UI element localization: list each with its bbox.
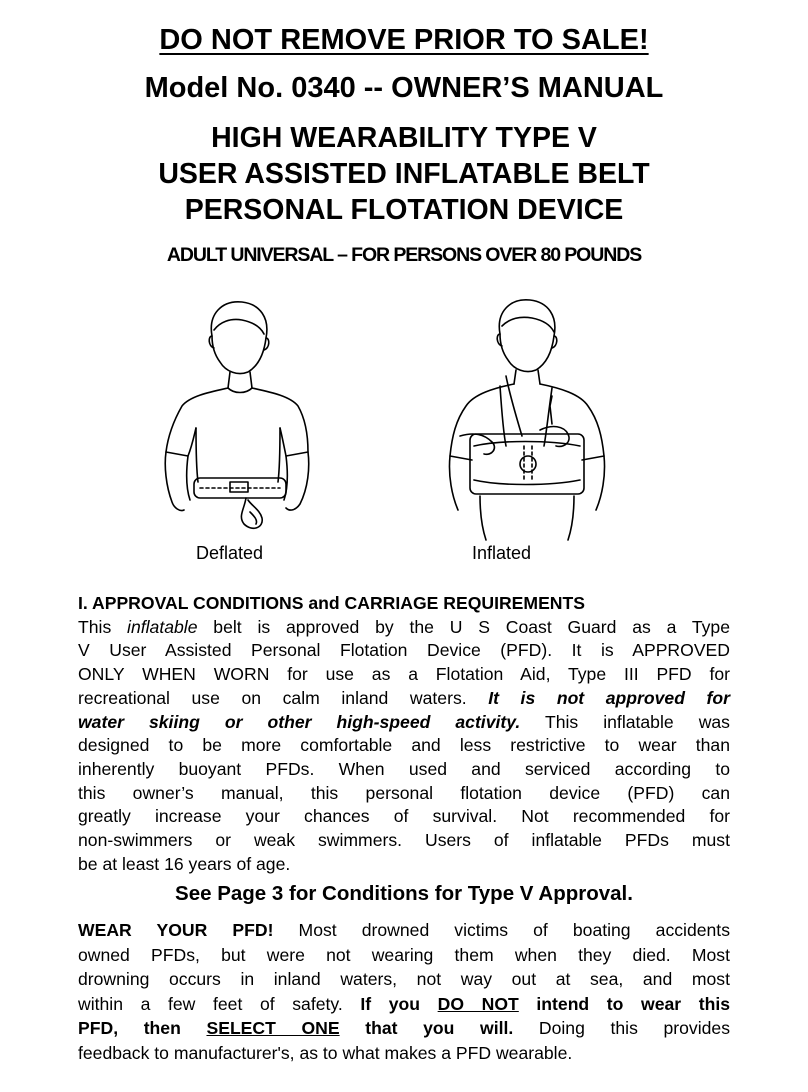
document-title	[0, 120, 808, 228]
paragraph-line: greatly increase your chances of survival. Not recommended for	[78, 806, 730, 827]
approval-section	[78, 592, 730, 876]
paragraph-line: non-swimmers or weak swimmers. Users of inflatable PFDs must	[78, 830, 730, 851]
paragraph-line: inherently buoyant PFDs. When used and serviced according to	[78, 758, 730, 779]
paragraph-line: feedback to manufacturer's, as to what makes a PFD wearable.	[78, 1042, 573, 1063]
paragraph-line: ONLY WHEN WORN for use as a Flotation Aid, Type III PFD for	[78, 664, 730, 685]
paragraph-line: this owner’s manual, this personal flotation device (PFD) can	[78, 782, 730, 803]
inflated-figure	[440, 296, 615, 546]
see-page-note: See Page 3 for Conditions for Type V Approval.	[175, 882, 633, 905]
model-heading: Model No. 0340 -- OWNER’S MANUAL	[144, 72, 664, 104]
deflated-figure	[160, 296, 310, 546]
paragraph-line: be at least 16 years of age.	[78, 853, 291, 874]
paragraph-line: designed to be more comfortable and less restrictive to wear than	[78, 735, 730, 756]
paragraph-line: recreational use on calm inland waters. It is not approved for	[78, 687, 730, 708]
paragraph-line: within a few feet of safety. If you DO NOT intend to wear this	[78, 993, 731, 1014]
paragraph-line: WEAR YOUR PFD! Most drowned victims of boating accidents	[78, 920, 730, 940]
paragraph-line: V User Assisted Personal Flotation Device (PFD). It is APPROVED	[78, 640, 730, 661]
title-line-1: HIGH WEARABILITY TYPE V	[211, 122, 597, 154]
subtitle: ADULT UNIVERSAL – FOR PERSONS OVER 80 POUNDS	[166, 244, 642, 266]
paragraph-line: drowning occurs in inland waters, not way out at sea, and most	[78, 969, 730, 990]
wear-section	[78, 918, 730, 1066]
inflated-caption: Inflated	[472, 543, 532, 563]
title-line-2: USER ASSISTED INFLATABLE BELT	[158, 158, 650, 190]
paragraph-line: owned PFDs, but were not wearing them when they died. Most	[78, 944, 730, 965]
paragraph-line: PFD, then SELECT ONE that you will. Doing this provides	[78, 1018, 730, 1039]
title-line-3: PERSONAL FLOTATION DEVICE	[184, 194, 624, 226]
paragraph-line: water skiing or other high-speed activity. This inflatable was	[78, 711, 730, 732]
deflated-caption: Deflated	[196, 543, 264, 563]
sale-warning: DO NOT REMOVE PRIOR TO SALE!	[159, 24, 649, 56]
paragraph-line: This inflatable belt is approved by the U S Coast Guard as a Type	[78, 616, 730, 637]
section-heading: I. APPROVAL CONDITIONS and CARRIAGE REQUIREMENTS	[78, 593, 585, 613]
